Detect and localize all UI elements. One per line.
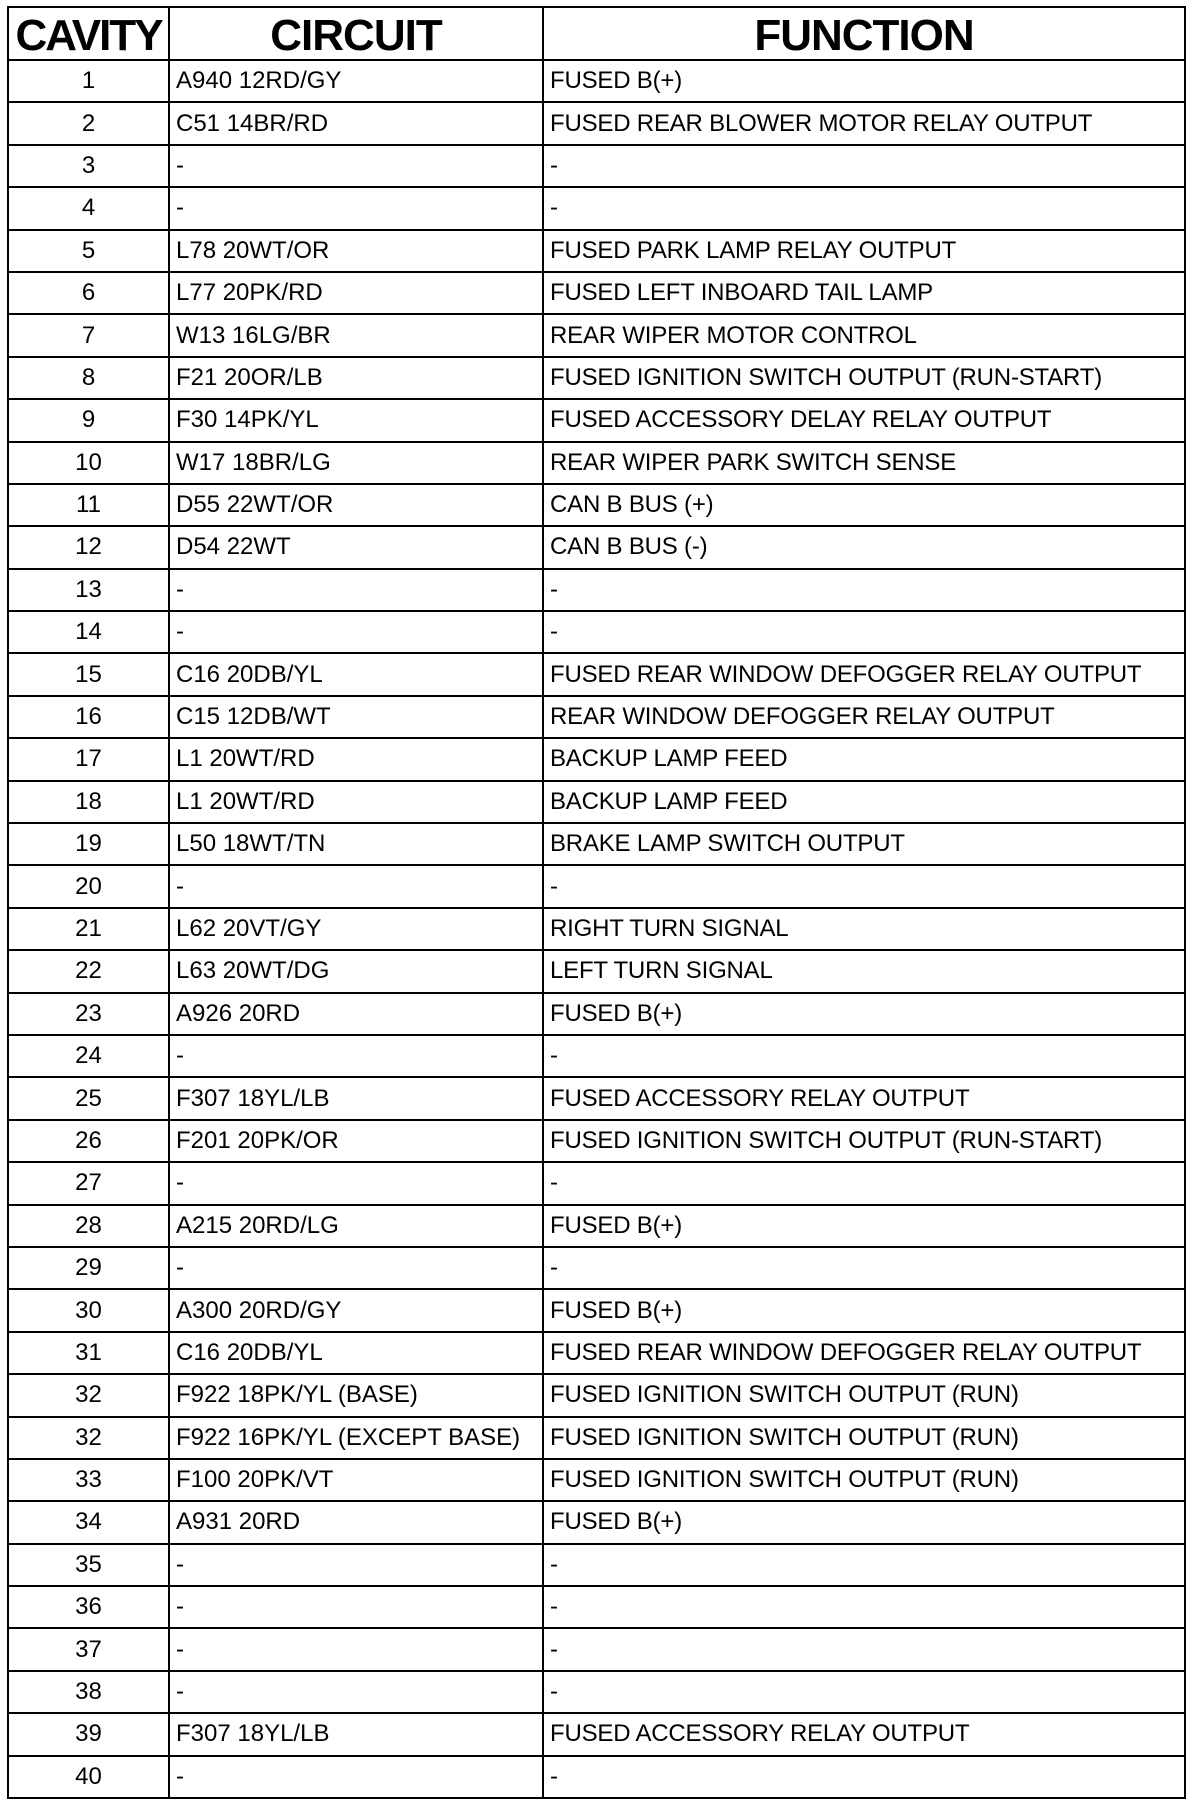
table-row	[8, 865, 1185, 907]
cavity-cell: 25	[8, 1077, 169, 1119]
table-row	[8, 781, 1185, 823]
function-cell: FUSED IGNITION SWITCH OUTPUT (RUN-START)	[543, 1120, 1185, 1162]
circuit-cell: L1 20WT/RD	[169, 781, 543, 823]
table-row	[8, 357, 1185, 399]
table-row	[8, 230, 1185, 272]
function-cell: FUSED IGNITION SWITCH OUTPUT (RUN-START)	[543, 357, 1185, 399]
cavity-cell: 30	[8, 1289, 169, 1331]
circuit-cell: -	[169, 865, 543, 907]
table-row	[8, 145, 1185, 187]
cavity-cell: 36	[8, 1586, 169, 1628]
function-cell: RIGHT TURN SIGNAL	[543, 908, 1185, 950]
table-row	[8, 1671, 1185, 1713]
circuit-cell: F307 18YL/LB	[169, 1713, 543, 1755]
cavity-cell: 18	[8, 781, 169, 823]
table-row	[8, 442, 1185, 484]
function-cell: -	[543, 187, 1185, 229]
cavity-cell: 5	[8, 230, 169, 272]
circuit-cell: -	[169, 1035, 543, 1077]
circuit-cell: D54 22WT	[169, 526, 543, 568]
function-cell: LEFT TURN SIGNAL	[543, 950, 1185, 992]
function-cell: -	[543, 1628, 1185, 1670]
circuit-cell: C51 14BR/RD	[169, 102, 543, 144]
circuit-cell: F201 20PK/OR	[169, 1120, 543, 1162]
cavity-cell: 6	[8, 272, 169, 314]
function-cell: -	[543, 1544, 1185, 1586]
circuit-cell: A300 20RD/GY	[169, 1289, 543, 1331]
cavity-cell: 8	[8, 357, 169, 399]
cavity-cell: 24	[8, 1035, 169, 1077]
function-cell: -	[543, 145, 1185, 187]
function-cell: REAR WINDOW DEFOGGER RELAY OUTPUT	[543, 696, 1185, 738]
circuit-cell: -	[169, 569, 543, 611]
table-row	[8, 950, 1185, 992]
table-row	[8, 1035, 1185, 1077]
circuit-cell: F100 20PK/VT	[169, 1459, 543, 1501]
function-cell: -	[543, 1035, 1185, 1077]
table-row	[8, 993, 1185, 1035]
circuit-cell: L63 20WT/DG	[169, 950, 543, 992]
cavity-cell: 14	[8, 611, 169, 653]
function-cell: REAR WIPER PARK SWITCH SENSE	[543, 442, 1185, 484]
table-row	[8, 1756, 1185, 1798]
circuit-cell: A215 20RD/LG	[169, 1205, 543, 1247]
circuit-cell: F922 18PK/YL (BASE)	[169, 1374, 543, 1416]
cavity-cell: 20	[8, 865, 169, 907]
function-cell: FUSED B(+)	[543, 60, 1185, 102]
header-row	[8, 7, 1185, 60]
circuit-cell: C16 20DB/YL	[169, 1332, 543, 1374]
circuit-cell: C16 20DB/YL	[169, 653, 543, 695]
cavity-cell: 29	[8, 1247, 169, 1289]
circuit-cell: F21 20OR/LB	[169, 357, 543, 399]
table-row	[8, 187, 1185, 229]
table-row	[8, 1077, 1185, 1119]
table-row	[8, 653, 1185, 695]
circuit-cell: L77 20PK/RD	[169, 272, 543, 314]
table-row	[8, 526, 1185, 568]
circuit-cell: D55 22WT/OR	[169, 484, 543, 526]
cavity-cell: 9	[8, 399, 169, 441]
table-row	[8, 569, 1185, 611]
function-cell: CAN B BUS (-)	[543, 526, 1185, 568]
circuit-cell: L1 20WT/RD	[169, 738, 543, 780]
circuit-cell: W13 16LG/BR	[169, 314, 543, 356]
function-cell: FUSED LEFT INBOARD TAIL LAMP	[543, 272, 1185, 314]
cavity-cell: 27	[8, 1162, 169, 1204]
circuit-cell: -	[169, 611, 543, 653]
function-cell: -	[543, 1671, 1185, 1713]
cavity-cell: 21	[8, 908, 169, 950]
function-column-header: FUNCTION	[543, 7, 1185, 60]
cavity-cell: 32	[8, 1417, 169, 1459]
function-cell: BACKUP LAMP FEED	[543, 781, 1185, 823]
circuit-cell: -	[169, 1756, 543, 1798]
table-row	[8, 399, 1185, 441]
circuit-cell: F922 16PK/YL (EXCEPT BASE)	[169, 1417, 543, 1459]
table-row	[8, 738, 1185, 780]
cavity-cell: 1	[8, 60, 169, 102]
cavity-cell: 3	[8, 145, 169, 187]
cavity-cell: 4	[8, 187, 169, 229]
function-cell: FUSED PARK LAMP RELAY OUTPUT	[543, 230, 1185, 272]
table-row	[8, 1120, 1185, 1162]
cavity-cell: 35	[8, 1544, 169, 1586]
circuit-cell: W17 18BR/LG	[169, 442, 543, 484]
function-cell: REAR WIPER MOTOR CONTROL	[543, 314, 1185, 356]
circuit-cell: -	[169, 1628, 543, 1670]
function-cell: FUSED REAR BLOWER MOTOR RELAY OUTPUT	[543, 102, 1185, 144]
circuit-cell: F30 14PK/YL	[169, 399, 543, 441]
cavity-cell: 7	[8, 314, 169, 356]
table-row	[8, 696, 1185, 738]
cavity-cell: 39	[8, 1713, 169, 1755]
table-row	[8, 1289, 1185, 1331]
table-row	[8, 1205, 1185, 1247]
circuit-cell: A931 20RD	[169, 1501, 543, 1543]
table-row	[8, 1586, 1185, 1628]
circuit-cell: A926 20RD	[169, 993, 543, 1035]
cavity-cell: 32	[8, 1374, 169, 1416]
cavity-cell: 15	[8, 653, 169, 695]
table-row	[8, 1544, 1185, 1586]
table-row	[8, 1713, 1185, 1755]
cavity-cell: 23	[8, 993, 169, 1035]
cavity-cell: 40	[8, 1756, 169, 1798]
table-row	[8, 611, 1185, 653]
connector-pinout-table	[7, 6, 1186, 1799]
function-cell: FUSED B(+)	[543, 1205, 1185, 1247]
function-cell: FUSED REAR WINDOW DEFOGGER RELAY OUTPUT	[543, 653, 1185, 695]
circuit-cell: -	[169, 1586, 543, 1628]
cavity-cell: 26	[8, 1120, 169, 1162]
table-row	[8, 1501, 1185, 1543]
cavity-cell: 13	[8, 569, 169, 611]
cavity-cell: 17	[8, 738, 169, 780]
table-row	[8, 60, 1185, 102]
circuit-column-header: CIRCUIT	[169, 7, 543, 60]
circuit-cell: L78 20WT/OR	[169, 230, 543, 272]
table-row	[8, 1628, 1185, 1670]
function-cell: FUSED B(+)	[543, 1289, 1185, 1331]
circuit-cell: L62 20VT/GY	[169, 908, 543, 950]
table-row	[8, 1162, 1185, 1204]
function-cell: CAN B BUS (+)	[543, 484, 1185, 526]
table-body	[8, 60, 1185, 1798]
function-cell: -	[543, 569, 1185, 611]
cavity-column-header: CAVITY	[8, 7, 169, 60]
cavity-cell: 19	[8, 823, 169, 865]
circuit-cell: L50 18WT/TN	[169, 823, 543, 865]
function-cell: -	[543, 865, 1185, 907]
function-cell: FUSED ACCESSORY DELAY RELAY OUTPUT	[543, 399, 1185, 441]
circuit-cell: C15 12DB/WT	[169, 696, 543, 738]
cavity-cell: 11	[8, 484, 169, 526]
function-cell: FUSED ACCESSORY RELAY OUTPUT	[543, 1713, 1185, 1755]
function-cell: FUSED IGNITION SWITCH OUTPUT (RUN)	[543, 1374, 1185, 1416]
circuit-cell: -	[169, 1247, 543, 1289]
function-cell: -	[543, 1586, 1185, 1628]
function-cell: -	[543, 1162, 1185, 1204]
cavity-cell: 31	[8, 1332, 169, 1374]
table-row	[8, 1417, 1185, 1459]
table-row	[8, 1247, 1185, 1289]
table-row	[8, 1374, 1185, 1416]
table-row	[8, 908, 1185, 950]
function-cell: FUSED IGNITION SWITCH OUTPUT (RUN)	[543, 1417, 1185, 1459]
function-cell: FUSED REAR WINDOW DEFOGGER RELAY OUTPUT	[543, 1332, 1185, 1374]
function-cell: FUSED B(+)	[543, 1501, 1185, 1543]
table-row	[8, 484, 1185, 526]
function-cell: -	[543, 611, 1185, 653]
cavity-cell: 12	[8, 526, 169, 568]
circuit-cell: -	[169, 145, 543, 187]
cavity-cell: 38	[8, 1671, 169, 1713]
table-row	[8, 272, 1185, 314]
function-cell: -	[543, 1247, 1185, 1289]
function-cell: FUSED IGNITION SWITCH OUTPUT (RUN)	[543, 1459, 1185, 1501]
function-cell: -	[543, 1756, 1185, 1798]
function-cell: FUSED ACCESSORY RELAY OUTPUT	[543, 1077, 1185, 1119]
cavity-cell: 37	[8, 1628, 169, 1670]
table-row	[8, 1459, 1185, 1501]
circuit-cell: F307 18YL/LB	[169, 1077, 543, 1119]
table-row	[8, 314, 1185, 356]
cavity-cell: 28	[8, 1205, 169, 1247]
circuit-cell: A940 12RD/GY	[169, 60, 543, 102]
function-cell: FUSED B(+)	[543, 993, 1185, 1035]
circuit-cell: -	[169, 187, 543, 229]
cavity-cell: 34	[8, 1501, 169, 1543]
circuit-cell: -	[169, 1544, 543, 1586]
cavity-cell: 2	[8, 102, 169, 144]
function-cell: BRAKE LAMP SWITCH OUTPUT	[543, 823, 1185, 865]
cavity-cell: 22	[8, 950, 169, 992]
cavity-cell: 33	[8, 1459, 169, 1501]
table-row	[8, 1332, 1185, 1374]
cavity-cell: 10	[8, 442, 169, 484]
table-row	[8, 823, 1185, 865]
circuit-cell: -	[169, 1671, 543, 1713]
table-header	[8, 7, 1185, 60]
table-row	[8, 102, 1185, 144]
function-cell: BACKUP LAMP FEED	[543, 738, 1185, 780]
circuit-cell: -	[169, 1162, 543, 1204]
cavity-cell: 16	[8, 696, 169, 738]
